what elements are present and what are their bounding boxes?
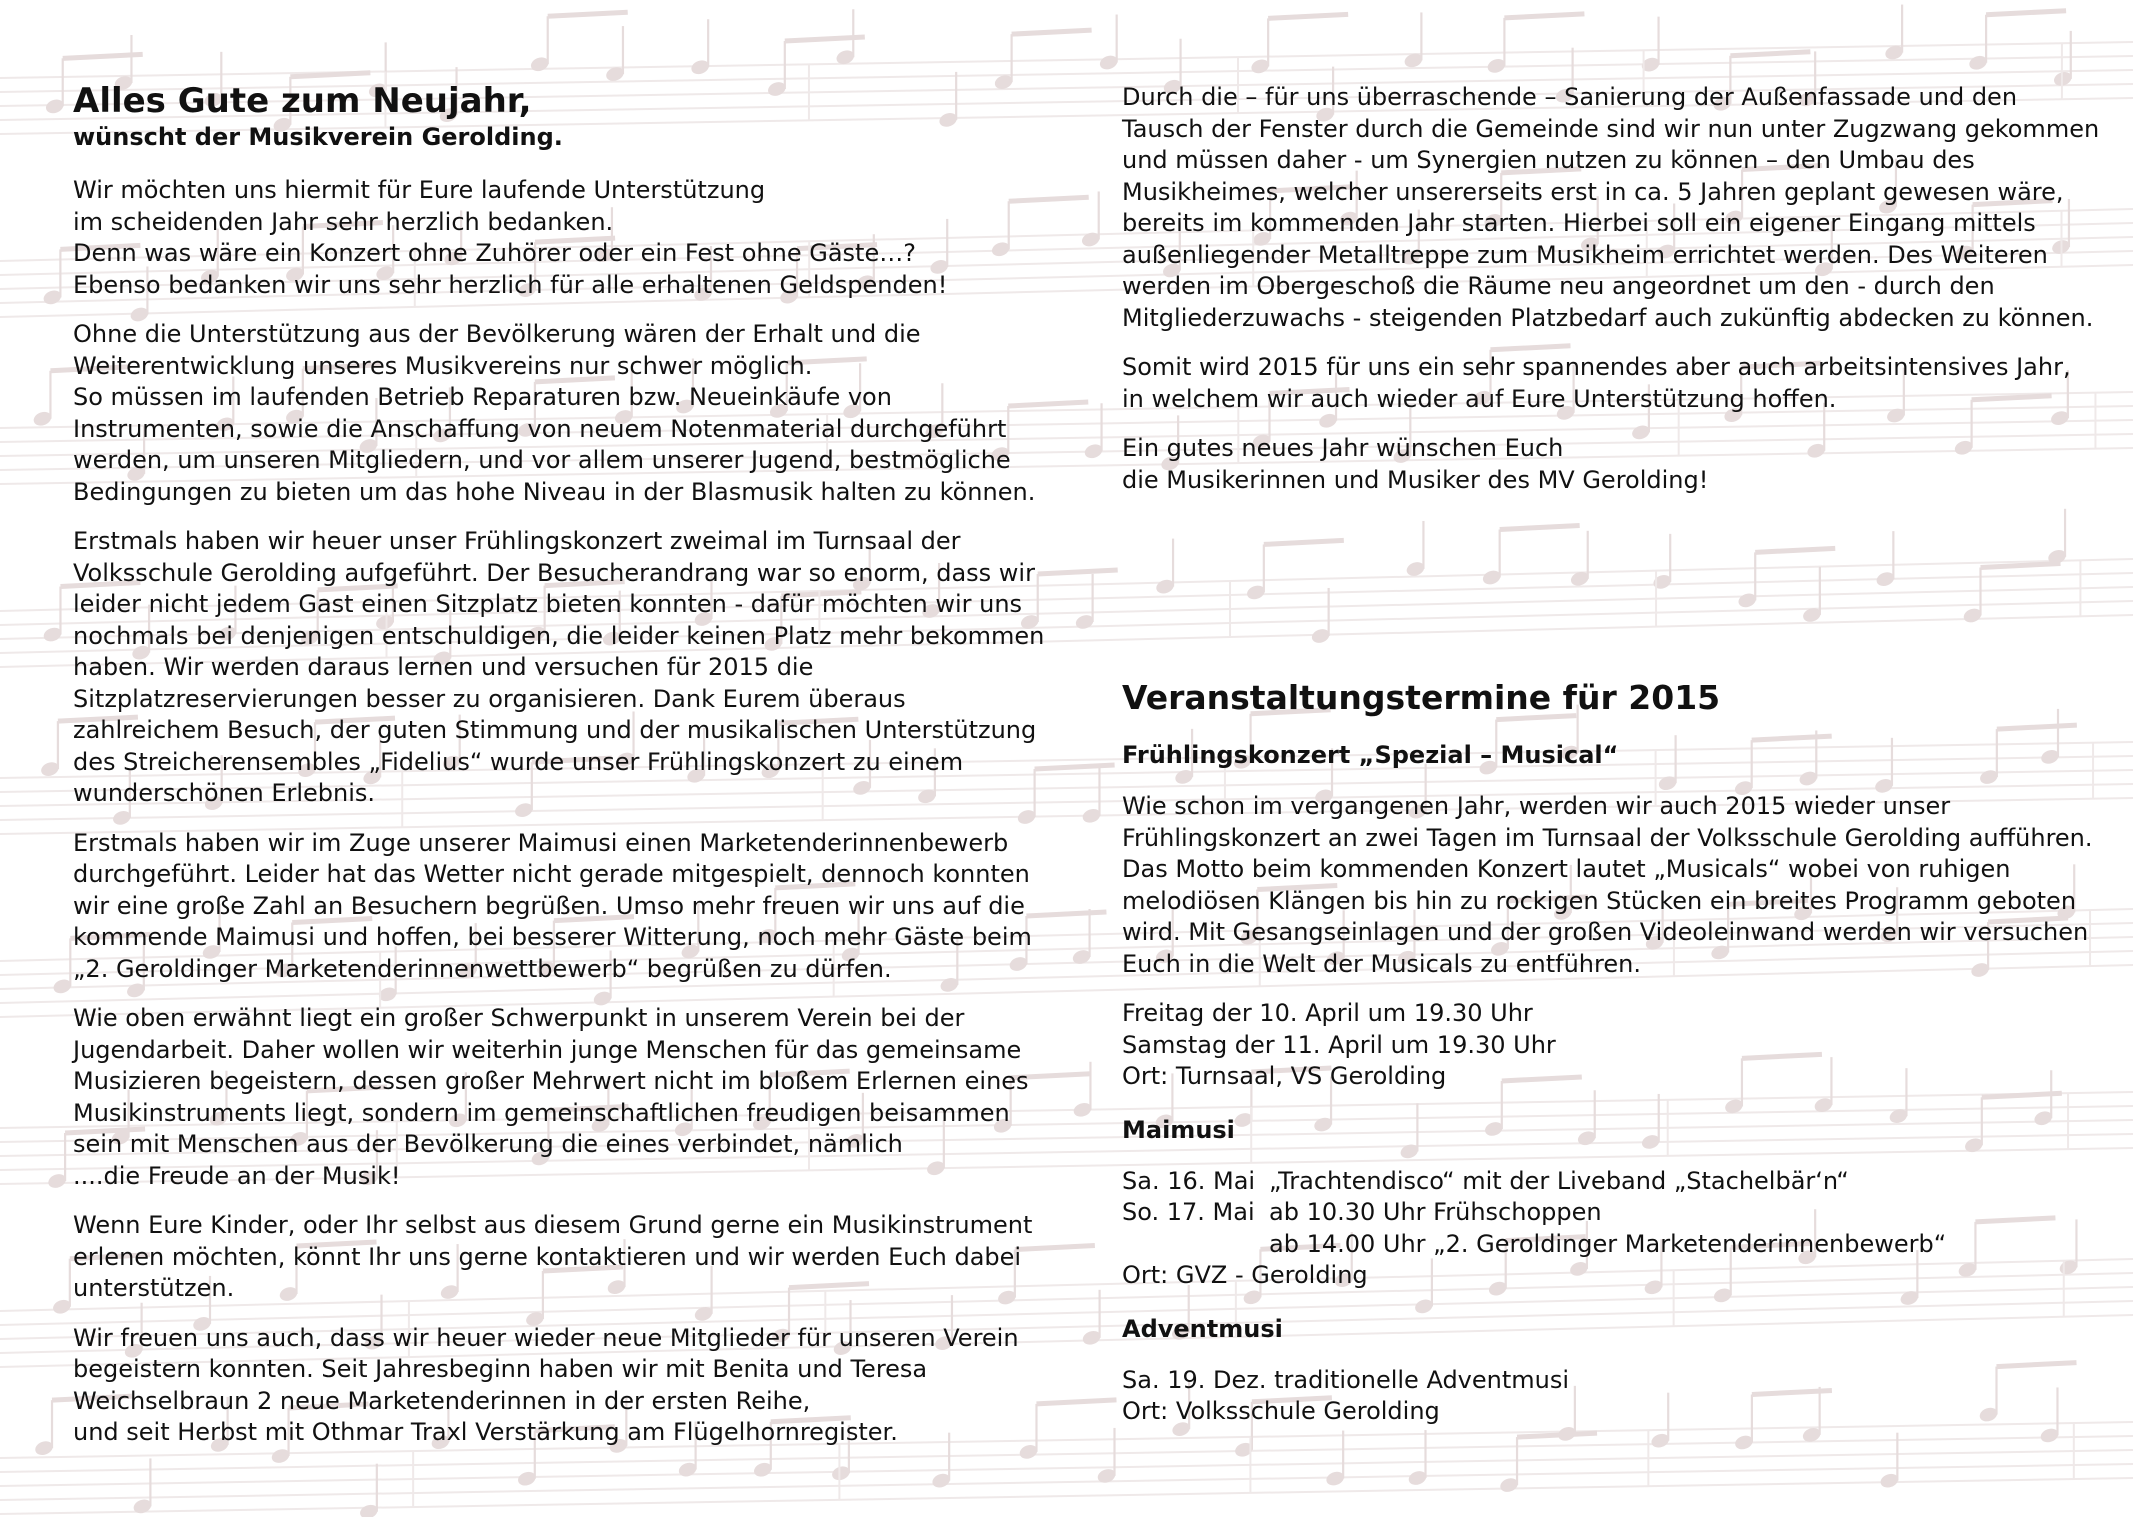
schedule-date: So. 17. Mai [1122, 1198, 1255, 1226]
text-line: bereits im kommenden Jahr starten. Hierbei soll ein eigener Eingang mittels [1122, 209, 2036, 237]
right-paragraphs [1122, 82, 2122, 496]
note-beam [1035, 765, 1115, 769]
staff-line [0, 1464, 2133, 1500]
right-column [1122, 82, 2122, 1450]
text-line: zahlreichem Besuch, der guten Stimmung und der musikalischen Unterstützung [73, 716, 1037, 744]
left-paragraphs [73, 175, 1045, 1449]
paragraph [73, 1323, 1033, 1449]
text-line: die Musikerinnen und Musiker des MV Gerolding! [1122, 465, 1709, 494]
text-line: begeistern konnten. Seit Jahresbeginn haben wir mit Benita und Teresa [73, 1355, 928, 1383]
text-line: melodiösen Klängen bis hin zu rockigen Stücken ein breites Programm geboten [1122, 886, 2077, 915]
spring-concert-text [1122, 791, 2122, 980]
note-beam [1026, 912, 1106, 916]
text-line: des Streicherensembles „Fidelius“ wurde unser Frühlingskonzert zu einem [73, 747, 964, 776]
paragraph [73, 526, 1045, 810]
text-line: Durch die – für uns überraschende – Sanierung der Außenfassade und den [1122, 83, 2018, 111]
text-line: ....die Freude an der Musik! [73, 1161, 401, 1190]
text-line: Das Motto beim kommenden Konzert lautet „Musicals“ wobei von ruhigen [1122, 855, 2011, 883]
text-line: „2. Geroldinger Marketenderinnenwettbewerb“ begrüßen zu dürfen. [73, 954, 892, 983]
advent-line: Sa. 19. Dez. traditionelle Adventmusi [1122, 1365, 1570, 1394]
text-line: wunderschönen Erlebnis. [73, 779, 376, 807]
text-line: haben. Wir werden daraus lernen und versuchen für 2015 die [73, 653, 814, 681]
text-line: Denn was wäre ein Konzert ohne Zuhörer oder ein Fest ohne Gäste…? [73, 239, 916, 267]
spring-concert-heading: Frühlingskonzert „Spezial – Musical“ [1122, 741, 1619, 769]
text-line: Musikinstruments liegt, sondern im gemeinschaftlichen freudigen beisammen [73, 1098, 1010, 1127]
text-line: und müssen daher - um Synergien nutzen zu können – den Umbau des [1122, 146, 1975, 174]
text-line: durchgeführt. Leider hat das Wetter nicht gerade mitgespielt, dennoch konnten [73, 860, 1030, 888]
text-line: Sitzplatzreservierungen besser zu organisieren. Dank Eurem überaus [73, 684, 906, 713]
paragraph [73, 175, 1033, 301]
schedule-item: ab 14.00 Uhr „2. Geroldinger Marketenderinnenbewerb“ [1269, 1229, 1947, 1258]
text-line: Frühlingskonzert an zwei Tagen im Turnsaal der Volksschule Gerolding aufführen. [1122, 823, 2093, 852]
text-line: Tausch der Fenster durch die Gemeinde sind wir nun unter Zugzwang gekommen [1122, 114, 2100, 143]
text-line: Somit wird 2015 für uns ein sehr spannendes aber auch arbeitsintensives Jahr, [1122, 353, 2071, 381]
paragraph [1122, 352, 2122, 415]
maimusi-heading: Maimusi [1122, 1115, 1235, 1144]
text-line: Weiterentwicklung unseres Musikvereins nur schwer möglich. [73, 351, 813, 380]
schedule-item: ab 10.30 Uhr Frühschoppen [1269, 1198, 1602, 1226]
text-line: sein mit Menschen aus der Bevölkerung die eines verbindet, nämlich [73, 1130, 903, 1158]
text-line: Ebenso bedanken wir uns sehr herzlich für alle erhaltenen Geldspenden! [73, 270, 948, 299]
maimusi-location [1122, 1260, 2122, 1292]
text-line: Volksschule Gerolding aufgeführt. Der Besucherandrang war so enorm, dass wir [73, 558, 1035, 587]
adventmusi-lines [1122, 1365, 2122, 1428]
adventmusi-heading: Adventmusi [1122, 1314, 1283, 1343]
paragraph [73, 319, 1036, 508]
text-line: werden, um unseren Mitgliedern, und vor allem unserer Jugend, bestmögliche [73, 446, 1011, 474]
text-line: Weichselbraun 2 neue Marketenderinnen in der ersten Reihe, [73, 1386, 811, 1415]
paragraph [73, 1003, 1033, 1192]
schedule-item: „Trachtendisco“ mit der Liveband „Stachelbär‘n“ [1269, 1166, 1849, 1195]
text-line: werden im Obergeschoß die Räume neu angeordnet um den - durch den [1122, 272, 1995, 300]
text-line: kommende Maimusi und hoffen, bei besserer Witterung, noch mehr Gäste beim [73, 923, 1032, 951]
text-line: Ohne die Unterstützung aus der Bevölkerung wären der Erhalt und die [73, 320, 921, 348]
note-beam [1730, 52, 1810, 56]
text-line: in welchem wir auch wieder auf Eure Unterstützung hoffen. [1122, 384, 1837, 413]
advent-line: Ort: Volksschule Gerolding [1122, 1397, 1440, 1425]
text-line: Musikheimes, welcher unsererseits erst in ca. 5 Jahren geplant gewesen wäre, [1122, 177, 2064, 206]
text-line: außenliegender Metalltreppe zum Musikheim errichtet werden. Des Weiteren [1122, 240, 2048, 269]
schedule-date: Sa. 16. Mai [1122, 1166, 1256, 1195]
text-line: leider nicht jedem Gast einen Sitzplatz bieten konnten - dafür möchten wir uns [73, 590, 1023, 618]
text-line: Jugendarbeit. Daher wollen wir weiterhin junge Menschen für das gemeinsame [73, 1035, 1022, 1064]
note-beam [1012, 30, 1092, 34]
note-beam [1268, 14, 1348, 18]
text-line: Instrumenten, sowie die Anschaffung von neuem Notenmaterial durchgeführt [73, 414, 1007, 443]
text-line: Ein gutes neues Jahr wünschen Euch [1122, 434, 1564, 462]
paragraph [1122, 433, 2122, 496]
text-line: nochmals bei denjenigen entschuldigen, die leider keinen Platz mehr bekommen [73, 621, 1045, 650]
staff-line [0, 1478, 2133, 1514]
maimusi-schedule [1122, 1166, 2122, 1261]
text-line: Wir möchten uns hiermit für Eure laufende Unterstützung [73, 176, 766, 204]
text-line: Euch in die Welt der Musicals zu entführen. [1122, 949, 1641, 978]
greeting-title: Alles Gute zum Neujahr, [73, 81, 532, 121]
text-line: Wenn Eure Kinder, oder Ihr selbst aus diesem Grund gerne ein Musikinstrument [73, 1211, 1033, 1239]
text-line: erlenen möchten, könnt Ihr uns gerne kontaktieren und wir werden Euch dabei [73, 1242, 1022, 1271]
note-beam [1986, 11, 2066, 15]
date-line: Samstag der 11. April um 19.30 Uhr [1122, 1030, 1556, 1059]
schedule-date [1122, 1229, 1269, 1261]
date-line: Ort: Turnsaal, VS Gerolding [1122, 1062, 1447, 1090]
paragraph [73, 1210, 1033, 1305]
greeting-subtitle: wünscht der Musikverein Gerolding. [73, 123, 563, 151]
maimusi-location-text: Ort: GVZ - Gerolding [1122, 1261, 1368, 1289]
note-beam [1038, 570, 1118, 574]
text-line: Wir freuen uns auch, dass wir heuer wieder neue Mitglieder für unseren Verein [73, 1323, 1019, 1352]
note-beam [1036, 1400, 1116, 1404]
text-line: und seit Herbst mit Othmar Traxl Verstärkung am Flügelhornregister. [73, 1418, 898, 1446]
text-line: im scheidenden Jahr sehr herzlich bedanken. [73, 207, 614, 236]
text-line: wir eine große Zahl an Besuchern begrüßen. Umso mehr freuen wir uns auf die [73, 891, 1025, 920]
text-line: Wie oben erwähnt liegt ein großer Schwerpunkt in unserem Verein bei der [73, 1004, 965, 1032]
text-line: Wie schon im vergangenen Jahr, werden wir auch 2015 wieder unser [1122, 792, 1951, 820]
date-line: Freitag der 10. April um 19.30 Uhr [1122, 999, 1533, 1027]
note-beam [548, 12, 628, 16]
left-column [73, 80, 1045, 1467]
note-beam [1504, 14, 1584, 18]
text-line: wird. Mit Gesangseinlagen und der großen Videoleinwand werden wir versuchen [1122, 918, 2089, 946]
text-line: Bedingungen zu bieten um das hohe Niveau in der Blasmusik halten zu können. [73, 477, 1036, 506]
text-line: Erstmals haben wir im Zuge unserer Maimusi einen Marketenderinnenbewerb [73, 828, 1009, 857]
paragraph [1122, 82, 2122, 334]
text-line: Erstmals haben wir heuer unser Frühlingskonzert zweimal im Turnsaal der [73, 527, 961, 555]
staff-line [0, 42, 2133, 78]
text-line: Musizieren begeistern, dessen großer Mehrwert nicht im bloßem Erlernen eines [73, 1067, 1029, 1095]
text-line: unterstützen. [73, 1274, 235, 1302]
text-line: Mitgliederzuwachs - steigenden Platzbedarf auch zukünftig abdecken zu können. [1122, 303, 2094, 332]
spring-concert-dates [1122, 998, 2122, 1093]
events-title: Veranstaltungstermine für 2015 [1122, 678, 1721, 717]
paragraph [73, 828, 1033, 986]
text-line: So müssen im laufenden Betrieb Reparaturen bzw. Neueinkäufe von [73, 383, 892, 411]
